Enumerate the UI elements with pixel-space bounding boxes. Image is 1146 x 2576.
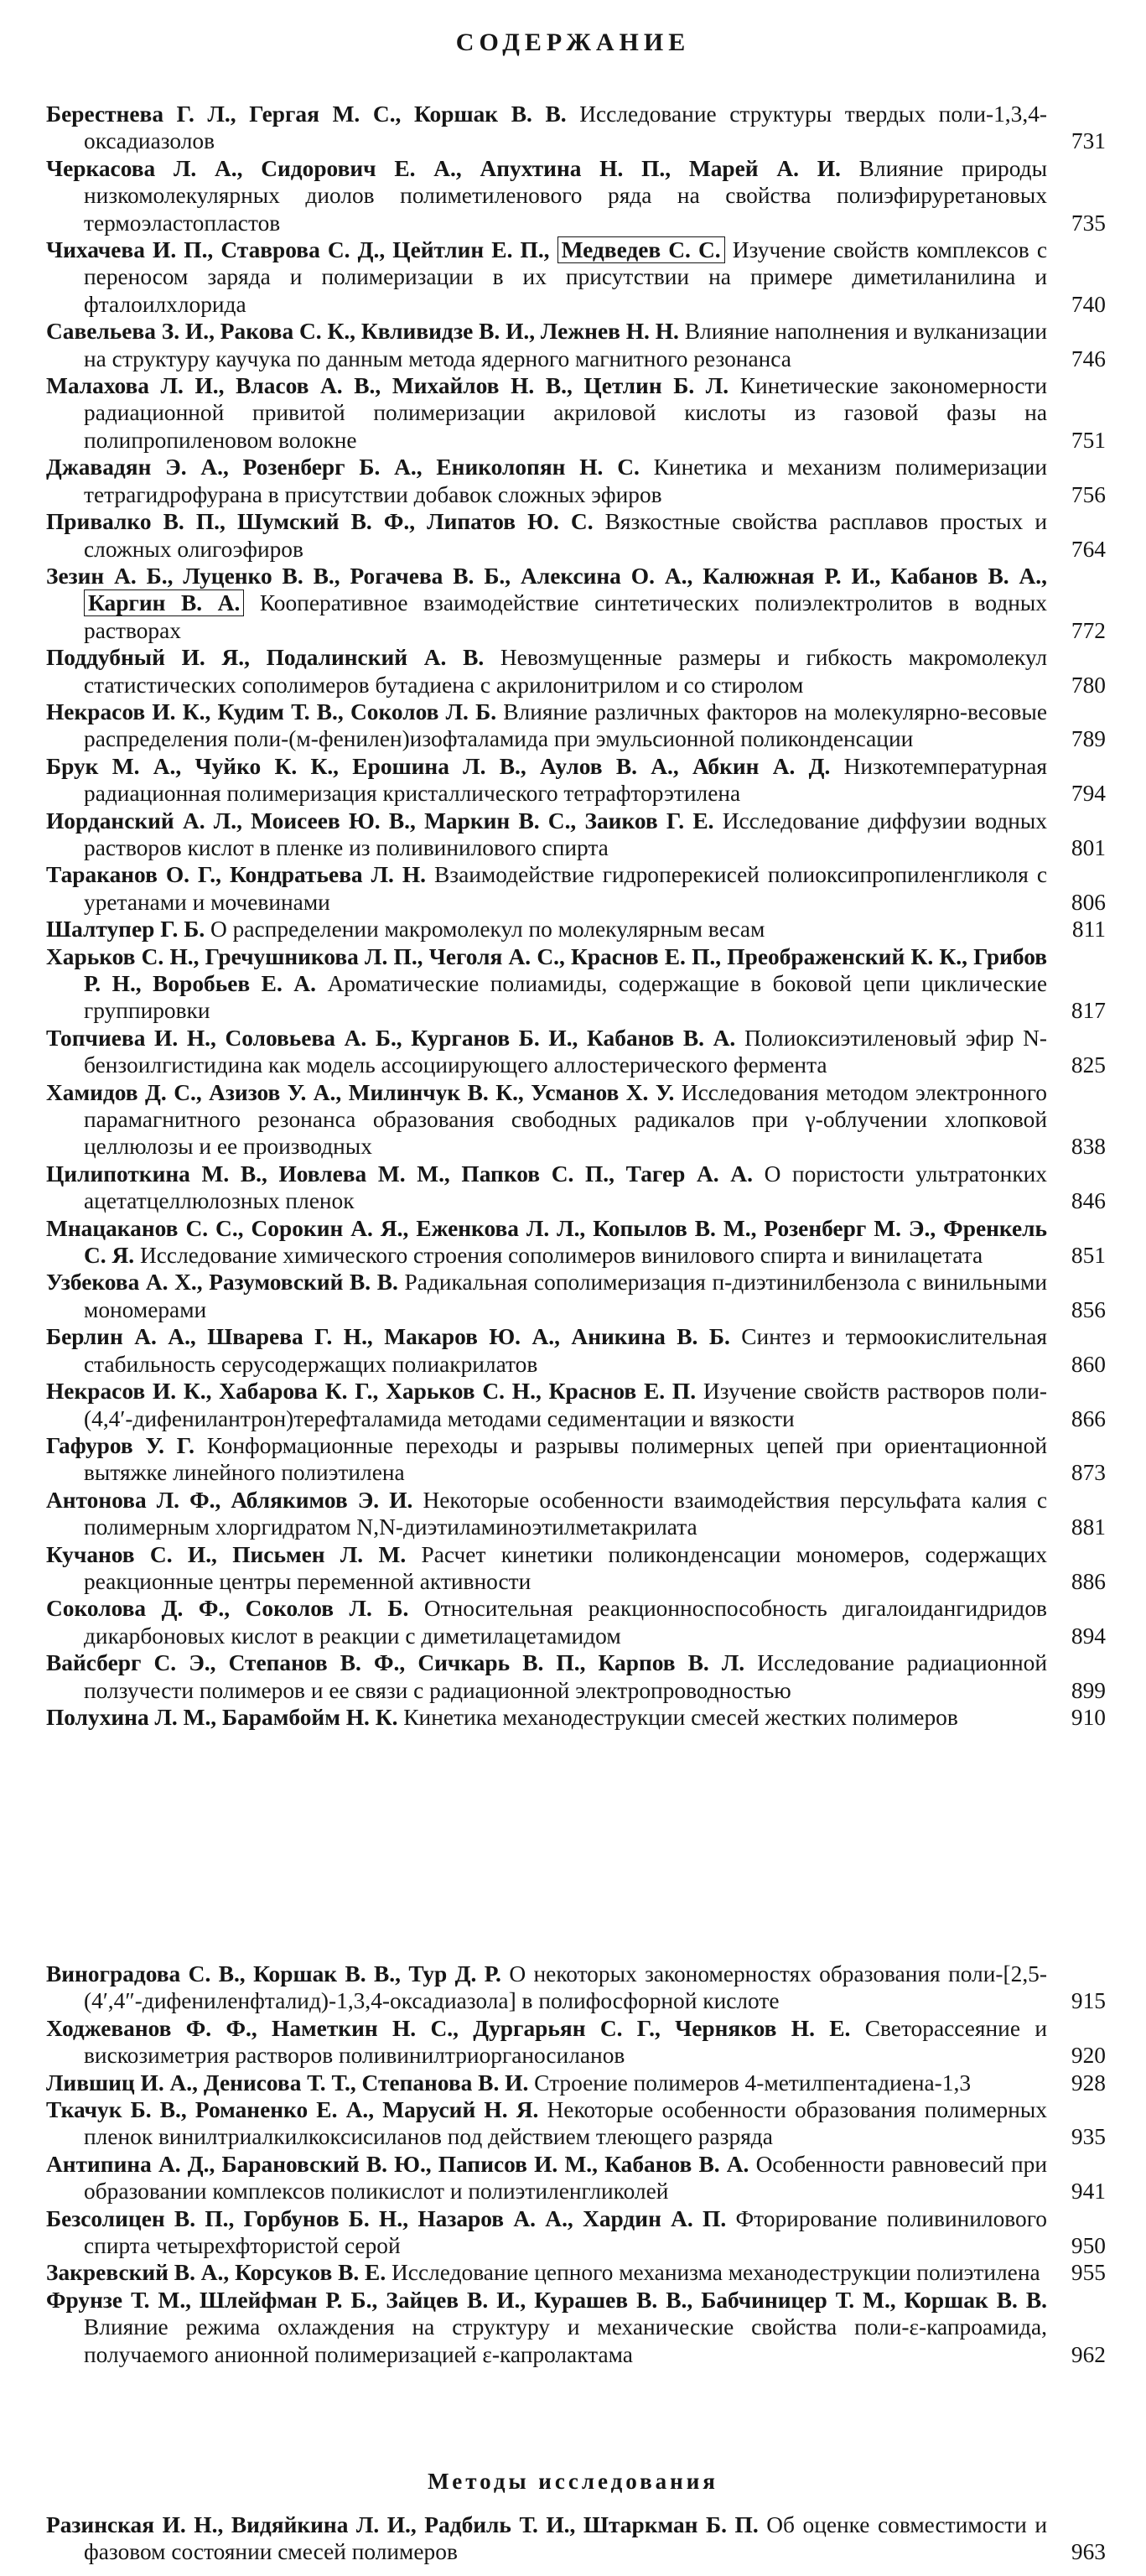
- contents-entry: [0, 1595, 1146, 1649]
- entry-authors: Малахова Л. И., Власов А. В., Михайлов Н. В., Цетлин Б. Л.: [46, 373, 729, 399]
- entry-authors: Соколова Д. Ф., Соколов Л. Б.: [46, 1596, 409, 1622]
- entry-page-number: 811: [1071, 917, 1106, 943]
- contents-entry: [0, 454, 1146, 508]
- entry-page-number: 899: [1071, 1677, 1106, 1703]
- entry-title: Конформационные переходы и разрывы полимерных цепей при ориентационной вытяжке линейного полиэтилена: [84, 1432, 1047, 1486]
- entry-boxed-author: Каргин В. А.: [84, 589, 244, 616]
- entry-authors: Зезин А. Б., Луценко В. В., Рогачева В. Б., Алексина О. А., Калюжная Р. И., Кабанов В. А.,: [46, 563, 1047, 589]
- entry-title: Радикальная сополимеризация п-диэтинилбензола с винильными мономерами: [84, 1270, 1047, 1322]
- entry-authors: Виноградова С. В., Коршак В. В., Тур Д. Р.: [46, 1961, 501, 1987]
- entry-title: Полиоксиэтиленовый эфир N-бензоилгистидина как модель ассоциирующего аллостерического фермента: [84, 1025, 1047, 1078]
- contents-entry: [0, 1161, 1146, 1215]
- entry-title: Синтез и термоокислительная стабильность серусодержащих полиакрилатов: [84, 1324, 1047, 1377]
- entry-authors: Разинская И. Н., Видяйкина Л. И., Радбиль Т. И., Штаркман Б. П.: [46, 2512, 759, 2537]
- entry-page-number: 780: [1071, 672, 1106, 698]
- contents-entry: [0, 1269, 1146, 1323]
- entry-authors: Топчиева И. Н., Соловьева А. Б., Курганов Б. И., Кабанов В. А.: [46, 1025, 736, 1051]
- entry-page-number: 928: [1071, 2070, 1106, 2096]
- contents-entry: [0, 753, 1146, 808]
- entry-title: Влияние природы низкомолекулярных диолов полиметиленового ряда на свойства полиэфируретановых термоэластопластов: [84, 155, 1047, 236]
- contents-entry: [0, 1541, 1146, 1596]
- contents-entry: [0, 318, 1146, 372]
- contents-entry: [0, 699, 1146, 753]
- entry-page-number: 920: [1071, 2043, 1106, 2069]
- section-title-methods: Методы исследования: [428, 2469, 718, 2494]
- entry-authors: Харьков С. Н., Гречушникова Л. П., Чеголя А. С., Краснов Е. П., Преображенский К. К., Грибов Р. Н., Воробьев Е. А.: [46, 943, 1047, 996]
- entry-title: О пористости ультратонких ацетатцеллюлозных пленок: [84, 1161, 1047, 1214]
- entry-authors: Черкасова Л. А., Сидорович Е. А., Апухтина Н. П., Марей А. И.: [46, 155, 841, 181]
- entry-authors: Некрасов И. К., Хабарова К. Г., Харьков С. Н., Краснов Е. П.: [46, 1379, 697, 1405]
- contents-entry: [0, 1961, 1146, 2015]
- entry-page-number: 735: [1071, 210, 1106, 236]
- entry-page-number: 894: [1071, 1623, 1106, 1649]
- entry-page-number: 860: [1071, 1351, 1106, 1377]
- entry-title: Исследование химического строения сополимеров винилового спирта и винилацетата: [139, 1243, 983, 1269]
- entry-page-number: 794: [1071, 781, 1106, 807]
- entry-authors: Безсолицен В. П., Горбунов Б. Н., Назаров А. А., Хардин А. П.: [46, 2205, 727, 2231]
- entry-title: Кинетические закономерности радиационной привитой полимеризации акриловой кислоты из газовой фазы на полипропиленовом волокне: [84, 373, 1047, 453]
- entry-title: Светорассеяние и вискозиметрия растворов поливинилтриорганосиланов: [84, 2015, 1047, 2069]
- entry-page-number: 772: [1071, 617, 1106, 643]
- contents-entry: [0, 1215, 1146, 1270]
- entry-page-number: 866: [1071, 1405, 1106, 1431]
- entry-title: Некоторые особенности образования полимерных пленок винилтриалкилкоксисиланов под действием тлеющего разряда: [84, 2097, 1047, 2150]
- entry-authors: Поддубный И. Я., Подалинский А. В.: [46, 645, 485, 671]
- entry-authors: Лившиц И. А., Денисова Т. Т., Степанова В. И.: [46, 2070, 529, 2096]
- entry-page-number: 856: [1071, 1296, 1106, 1322]
- contents-entry: [0, 1025, 1146, 1079]
- contents-entry: [0, 372, 1146, 454]
- entry-page-number: 955: [1071, 2260, 1106, 2286]
- entry-page-number: 910: [1071, 1704, 1106, 1730]
- entry-page-number: 963: [1071, 2539, 1106, 2565]
- entry-page-number: 941: [1071, 2179, 1106, 2205]
- entry-authors: Вайсберг С. Э., Степанов В. Ф., Сичкарь В. П., Карпов В. Л.: [46, 1650, 745, 1676]
- entry-title: Ароматические полиамиды, содержащие в боковой цепи циклические группировки: [84, 971, 1047, 1024]
- contents-entry: [0, 508, 1146, 563]
- entry-page-number: 873: [1071, 1460, 1106, 1486]
- contents-entry: [0, 1079, 1146, 1161]
- entry-page-number: 935: [1071, 2124, 1106, 2150]
- contents-entry: [0, 943, 1146, 1025]
- entry-title: Кинетика механодеструкции смесей жестких полимеров: [403, 1704, 958, 1730]
- entry-page-number: 801: [1071, 834, 1106, 860]
- entry-authors: Узбекова А. Х., Разумовский В. В.: [46, 1270, 398, 1296]
- contents-entry: [0, 2205, 1146, 2260]
- page-title: СОДЕРЖАНИЕ: [455, 29, 691, 56]
- entry-page-number: 881: [1071, 1514, 1106, 1540]
- entry-title: Относительная реакционноспособность дигалоидангидридов дикарбоновых кислот в реакции с диметилацетамидом: [84, 1596, 1047, 1649]
- entry-authors: Хамидов Д. С., Азизов У. А., Милинчук В. К., Усманов Х. У.: [46, 1079, 675, 1105]
- entry-title: Влияние режима охлаждения на структуру и механические свойства поли-ε-капроамида, получаемого анионной полимеризацией ε-капролактама: [84, 2314, 1047, 2367]
- entry-page-number: 806: [1071, 889, 1106, 915]
- entry-authors: Савельева З. И., Ракова С. К., Квливидзе В. И., Лежнев Н. Н.: [46, 319, 679, 345]
- contents-entry: [0, 808, 1146, 862]
- contents-entry: [0, 2511, 1146, 2566]
- entry-title: Расчет кинетики поликонденсации мономеров, содержащих реакционные центры переменной активности: [84, 1541, 1047, 1594]
- entry-page-number: 746: [1071, 345, 1106, 371]
- entry-title: Исследование цепного механизма механодеструкции полиэтилена: [392, 2260, 1040, 2286]
- contents-entry: [0, 916, 1146, 943]
- entry-authors: Кучанов С. И., Письмен Л. М.: [46, 1541, 407, 1567]
- entry-authors: Берлин А. А., Шварева Г. Н., Макаров Ю. А., Аникина В. Б.: [46, 1324, 730, 1350]
- entry-page-number: 886: [1071, 1568, 1106, 1594]
- entry-title: Взаимодействие гидроперекисей полиоксипропиленгликоля с уретанами и мочевинами: [84, 862, 1048, 915]
- entry-title: Исследование структуры твердых поли-1,3,4-оксадиазолов: [84, 101, 1048, 154]
- contents-group-methods: [0, 2511, 1146, 2566]
- entry-title: Влияние наполнения и вулканизации на структуру каучука по данным метода ядерного магнитного резонанса: [84, 319, 1047, 371]
- entry-authors: Берестнева Г. Л., Гергая М. С., Коршак В. В.: [46, 101, 567, 127]
- entry-title: Исследования методом электронного парамагнитного резонанса образования свободных радикалов при γ-облучении хлопковой целлюлозы и ее производных: [84, 1079, 1047, 1160]
- entry-title: Кооперативное взаимодействие синтетических полиэлектролитов в водных растворах: [84, 590, 1047, 643]
- contents-entry: [0, 2287, 1146, 2368]
- entry-authors: Шалтупер Г. Б.: [46, 917, 205, 943]
- entry-title: Строение полимеров 4-метилпентадиена-1,3: [534, 2070, 972, 2096]
- entry-authors: Ходжеванов Ф. Ф., Наметкин Н. С., Дургарьян С. Г., Черняков Н. Е.: [46, 2015, 851, 2041]
- entry-title: Особенности равновесий при образовании комплексов поликислот и полиэтиленгликолей: [84, 2151, 1047, 2205]
- contents-entry: [0, 101, 1146, 155]
- contents-entry: [0, 155, 1146, 236]
- contents-entry: [0, 1487, 1146, 1541]
- entry-page-number: 756: [1071, 481, 1106, 507]
- contents-entry: [0, 1704, 1146, 1731]
- entry-authors: Тараканов О. Г., Кондратьева Л. Н.: [46, 862, 426, 888]
- entry-title: Невозмущенные размеры и гибкость макромолекул статистических сополимеров бутадиена с акрилонитрилом и со стиролом: [84, 645, 1047, 698]
- entry-page-number: 740: [1071, 291, 1106, 317]
- contents-entry: [0, 2151, 1146, 2205]
- entry-page-number: 962: [1071, 2341, 1106, 2367]
- entry-title: Исследование радиационной ползучести полимеров и ее связи с радиационной электропроводностью: [84, 1650, 1047, 1703]
- entry-authors: Полухина Л. М., Барамбойм Н. К.: [46, 1704, 398, 1730]
- contents-entry: [0, 1649, 1146, 1704]
- contents-entry: [0, 1378, 1146, 1432]
- entry-page-number: 789: [1071, 726, 1106, 752]
- entry-authors: Фрунзе Т. М., Шлейфман Р. Б., Зайцев В. И., Курашев В. В., Бабчиницер Т. М., Коршак В. В.: [46, 2287, 1047, 2313]
- contents-entry: [0, 563, 1146, 644]
- entry-page-number: 915: [1071, 1988, 1106, 2014]
- entry-title: Вязкостные свойства расплавов простых и сложных олигоэфиров: [84, 509, 1047, 562]
- contents-entry: [0, 236, 1146, 318]
- entry-authors: Чихачева И. П., Ставрова С. Д., Цейтлин Е. П.,: [46, 237, 550, 263]
- entry-authors: Джавадян Э. А., Розенберг Б. А., Ениколопян Н. С.: [46, 454, 640, 480]
- entry-authors: Цилипоткина М. В., Иовлева М. М., Папков С. П., Тагер А. А.: [46, 1161, 753, 1187]
- contents-entry: [0, 644, 1146, 699]
- entry-page-number: 950: [1071, 2233, 1106, 2259]
- entry-title: Фторирование поливинилового спирта четырехфтористой серой: [84, 2205, 1047, 2259]
- entry-title: Низкотемпературная радиационная полимеризация кристаллического тетрафторэтилена: [84, 753, 1047, 807]
- contents-entry: [0, 1432, 1146, 1487]
- contents-group-short-communications: [0, 1961, 1146, 2368]
- entry-authors: Иорданский А. Л., Моисеев Ю. В., Маркин В. С., Заиков Г. Е.: [46, 808, 714, 834]
- entry-page-number: 764: [1071, 536, 1106, 562]
- entry-page-number: 851: [1071, 1243, 1106, 1269]
- contents-entry: [0, 1323, 1146, 1378]
- entry-title: Изучение свойств растворов поли-(4,4′-дифенилантрон)терефталамида методами седиментации и вязкости: [84, 1379, 1047, 1431]
- contents-entry: [0, 2096, 1146, 2151]
- contents-entry: [0, 2259, 1146, 2286]
- entry-title: Изучение свойств комплексов с переносом заряда и полимеризации в их присутствии на примере диметиланилина и фталоилхлорида: [84, 237, 1047, 317]
- entry-authors: Антонова Л. Ф., Аблякимов Э. И.: [46, 1487, 413, 1513]
- entry-title: О некоторых закономерностях образования поли-[2,5-(4′,4″-дифениленфталид)-1,3,4-оксадиазола] в полифосфорной кислоте: [84, 1961, 1047, 2014]
- entry-page-number: 817: [1071, 998, 1106, 1024]
- entry-page-number: 846: [1071, 1188, 1106, 1214]
- entry-page-number: 838: [1071, 1134, 1106, 1160]
- entry-page-number: 751: [1071, 427, 1106, 453]
- contents-group-main: [0, 101, 1146, 1731]
- entry-page-number: 731: [1071, 128, 1106, 154]
- entry-authors: Привалко В. П., Шумский В. Ф., Липатов Ю. С.: [46, 509, 594, 535]
- entry-title: Кинетика и механизм полимеризации тетрагидрофурана в присутствии добавок сложных эфиров: [84, 454, 1047, 507]
- contents-entry: [0, 861, 1146, 916]
- entry-authors: Гафуров У. Г.: [46, 1432, 194, 1458]
- entry-authors: Антипина А. Д., Барановский В. Ю., Паписов И. М., Кабанов В. А.: [46, 2151, 749, 2177]
- entry-title: Некоторые особенности взаимодействия персульфата калия с полимерным хлоргидратом N,N-диэтиламиноэтилметакрилата: [84, 1487, 1047, 1540]
- entry-authors: Закревский В. А., Корсуков В. Е.: [46, 2260, 386, 2286]
- contents-entry: [0, 2070, 1146, 2096]
- contents-entry: [0, 2015, 1146, 2070]
- entry-title: Об оценке совместимости и фазовом состоянии смесей полимеров: [84, 2512, 1047, 2565]
- entry-page-number: 825: [1071, 1052, 1106, 1078]
- entry-title: Исследование диффузии водных растворов кислот в пленке из поливинилового спирта: [84, 808, 1047, 860]
- entry-boxed-author: Медведев С. С.: [557, 236, 725, 263]
- entry-title: Влияние различных факторов на молекулярно-весовые распределения поли-(м-фенилен)изофталамида при эмульсионной поликонденсации: [84, 699, 1047, 752]
- entry-authors: Брук М. А., Чуйко К. К., Ерошина Л. В., Аулов В. А., Абкин А. Д.: [46, 753, 831, 779]
- entry-authors: Ткачук Б. В., Романенко Е. А., Марусий Н. Я.: [46, 2097, 539, 2123]
- entry-title: О распределении макромолекул по молекулярным весам: [210, 917, 765, 943]
- entry-authors: Мнацаканов С. С., Сорокин А. Я., Еженкова Л. Л., Копылов В. М., Розенберг М. Э., Френкель С. Я.: [46, 1215, 1047, 1269]
- entry-authors: Некрасов И. К., Кудим Т. В., Соколов Л. Б.: [46, 699, 497, 724]
